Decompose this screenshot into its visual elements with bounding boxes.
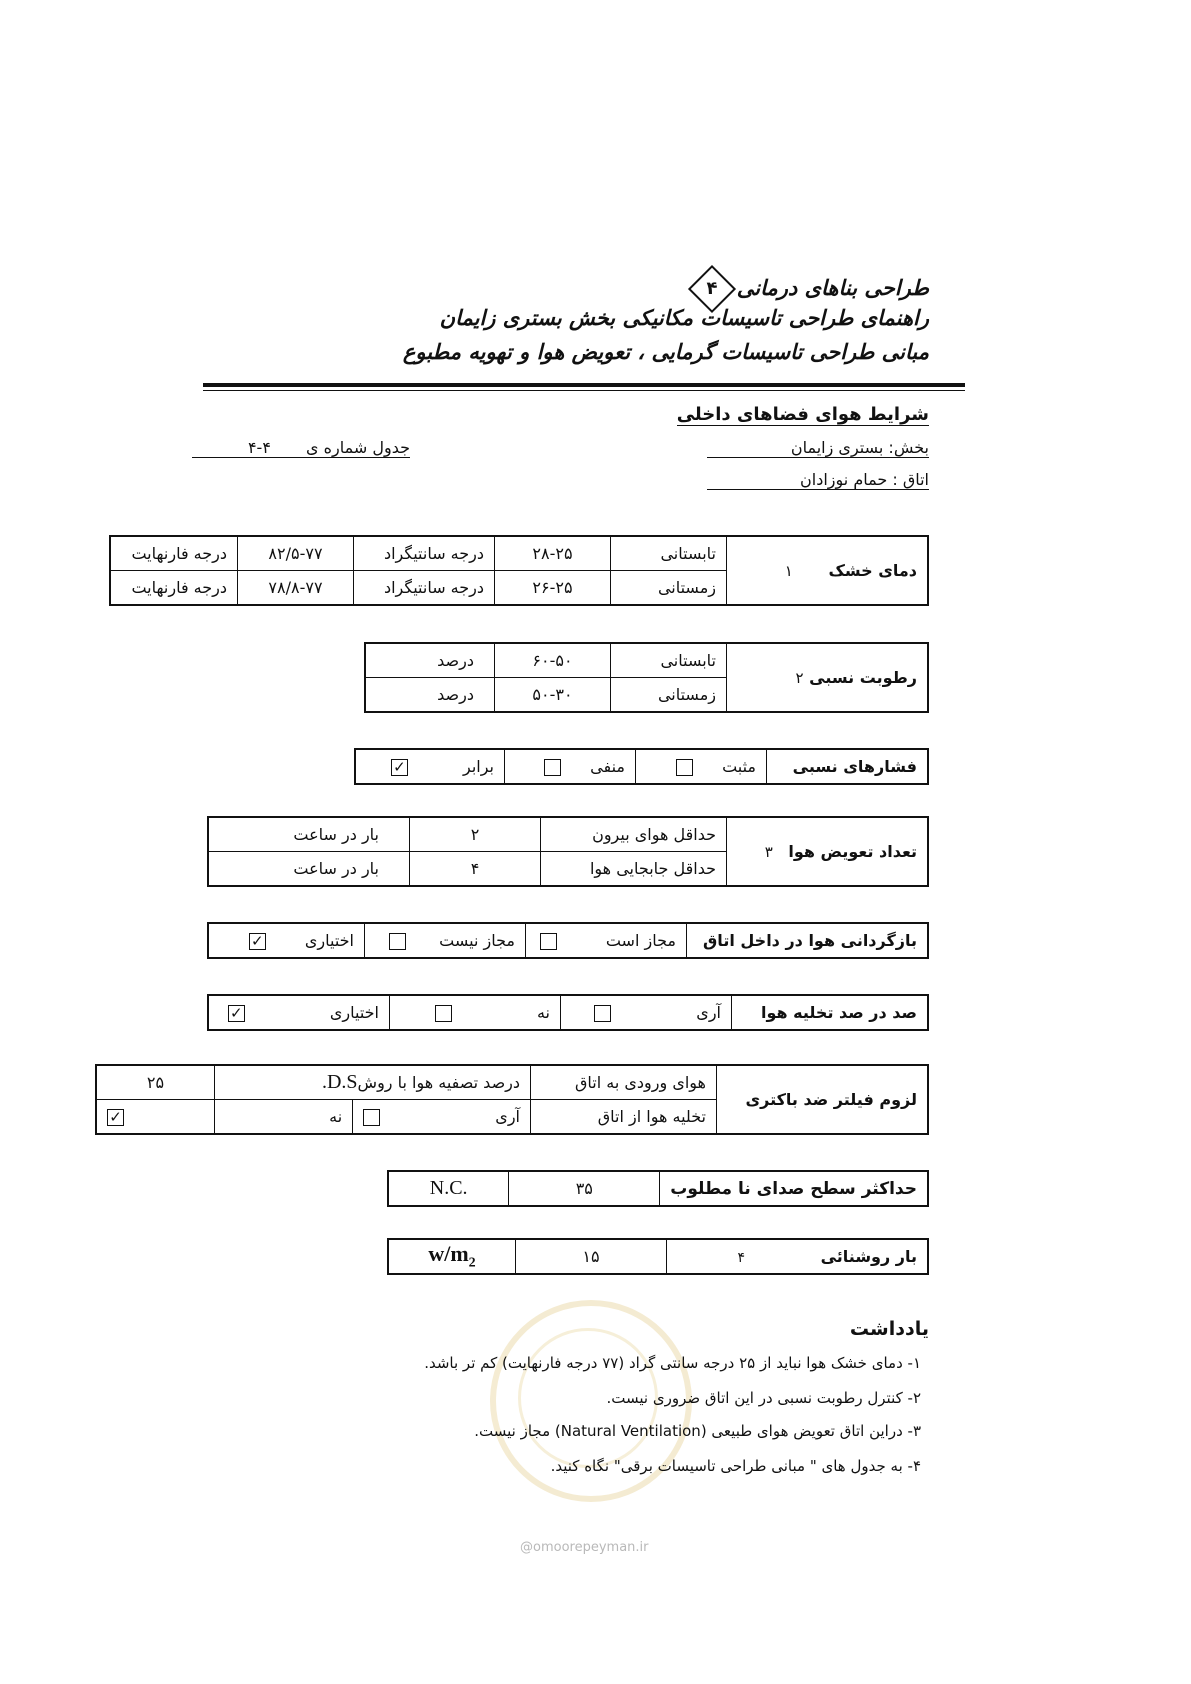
- checkbox-icon[interactable]: [544, 759, 561, 776]
- filter-option-no[interactable]: [215, 1100, 353, 1135]
- filter-method-cell: [215, 1065, 531, 1100]
- note-item: ۱- دمای خشک هوا نباید از ۲۵ درجه سانتی گراد (۷۷ درجه فارنهایت) کم تر باشد.: [424, 1354, 921, 1372]
- recirculation-label: بازگردانی هوا در داخل اتاق: [687, 923, 929, 958]
- exhaust-option-label: اختیاری: [329, 1003, 379, 1022]
- recirculation-option-label: اختیاری: [304, 931, 354, 950]
- pressure-label: فشارهای نسبی: [767, 749, 929, 784]
- recirculation-option-not-allowed[interactable]: [365, 923, 526, 958]
- humidity-unit: درصد: [365, 678, 495, 713]
- lighting-value: ۱۵: [516, 1239, 667, 1274]
- air-changes-header: [727, 817, 929, 886]
- checkbox-icon[interactable]: [540, 933, 557, 950]
- dry-temp-c-value: ۲۶-۲۵: [495, 571, 611, 606]
- filter-option-label: نه: [329, 1107, 343, 1126]
- header-line-1: [687, 272, 929, 306]
- filter-option-no-check[interactable]: [96, 1100, 215, 1135]
- air-changes-value: ۲: [410, 817, 541, 852]
- lighting-table: [387, 1238, 929, 1275]
- lighting-unit: [388, 1239, 516, 1274]
- humidity-note: ۲: [795, 669, 804, 687]
- recirculation-table: [207, 922, 929, 959]
- humidity-header: [727, 643, 929, 712]
- filter-option-yes[interactable]: [353, 1100, 531, 1135]
- checkbox-icon[interactable]: [594, 1005, 611, 1022]
- ward-label: بخش: بستری زایمان: [707, 438, 929, 458]
- humidity-season: زمستانی: [611, 678, 727, 713]
- checkbox-icon[interactable]: [676, 759, 693, 776]
- exhaust-option-optional[interactable]: [208, 995, 390, 1030]
- filter-table: [95, 1064, 929, 1135]
- lighting-unit-sub: 2: [468, 1255, 476, 1271]
- exhaust-option-label: آری: [696, 1003, 721, 1022]
- room-label: اتاق : حمام نوزادان: [707, 470, 929, 490]
- air-changes-name: حداقل هوای بیرون: [541, 817, 727, 852]
- table-number-value: ۴-۴: [247, 438, 271, 457]
- air-changes-name: حداقل جابجایی هوا: [541, 852, 727, 887]
- dry-temp-f-value: ۸۲/۵-۷۷: [238, 536, 354, 571]
- note-item: ۳- دراین اتاق تعویض هوای طبیعی (Natural Ventilation) مجاز نیست.: [474, 1422, 921, 1440]
- exhaust-option-no[interactable]: [390, 995, 561, 1030]
- exhaust-option-label: نه: [536, 1003, 550, 1022]
- pressure-option-negative[interactable]: [505, 749, 636, 784]
- exhaust-table: [207, 994, 929, 1031]
- air-changes-note: ۳: [764, 843, 773, 861]
- dry-temp-c-unit: درجه سانتیگراد: [354, 571, 495, 606]
- note-item: ۴- به جدول های " مبانی طراحی تاسیسات برقی" نگاه کنید.: [550, 1457, 921, 1475]
- dry-temp-label: دمای خشک: [828, 561, 917, 580]
- air-changes-table: [207, 816, 929, 887]
- header-line-2: راهنمای طراحی تاسیسات مکانیکی بخش بستری زایمان: [439, 306, 929, 330]
- pressure-option-positive[interactable]: [636, 749, 767, 784]
- pressure-option-equal[interactable]: [355, 749, 505, 784]
- air-changes-unit: بار در ساعت: [208, 817, 410, 852]
- filter-label: لزوم فیلتر ضد باکتری: [717, 1065, 929, 1134]
- filter-option-label: آری: [495, 1107, 520, 1126]
- air-changes-unit: بار در ساعت: [208, 852, 410, 887]
- header-line-1-text: طراحی بناهای درمانی: [736, 276, 929, 300]
- recirculation-option-allowed[interactable]: [526, 923, 687, 958]
- checkbox-icon[interactable]: [435, 1005, 452, 1022]
- lighting-label: بار روشنائی: [820, 1247, 917, 1266]
- filter-method-code: D.S.: [321, 1071, 358, 1093]
- checked-checkbox-icon[interactable]: ✓: [228, 1005, 245, 1022]
- recirculation-option-label: مجاز نیست: [439, 931, 515, 950]
- header-rule-thin: [203, 390, 965, 391]
- filter-percent: ۲۵: [96, 1065, 215, 1100]
- exhaust-label: صد در صد تخلیه هوا: [732, 995, 929, 1030]
- pressure-option-label: منفی: [590, 757, 625, 776]
- dry-temp-header: [727, 536, 929, 605]
- dry-temp-season: زمستانی: [611, 571, 727, 606]
- lighting-note: ۴: [737, 1250, 745, 1266]
- lighting-unit-base: w/m: [428, 1241, 469, 1267]
- humidity-season: تابستانی: [611, 643, 727, 678]
- filter-exhaust-name: تخلیه هوا از اتاق: [531, 1100, 717, 1135]
- exhaust-option-yes[interactable]: [561, 995, 732, 1030]
- checkbox-icon[interactable]: [389, 933, 406, 950]
- air-changes-value: ۴: [410, 852, 541, 887]
- checked-checkbox-icon[interactable]: ✓: [249, 933, 266, 950]
- humidity-table: [364, 642, 929, 713]
- section-title: شرایط هوای فضاهای داخلی: [676, 404, 929, 425]
- pressure-table: [354, 748, 929, 785]
- noise-unit: N.C.: [388, 1171, 509, 1206]
- lighting-header: [667, 1239, 929, 1274]
- noise-label: حداکثر سطح صدای نا مطلوب: [660, 1171, 928, 1206]
- checked-checkbox-icon[interactable]: ✓: [391, 759, 408, 776]
- humidity-value: ۶۰-۵۰: [495, 643, 611, 678]
- air-changes-label: تعداد تعویض هوا: [788, 842, 917, 861]
- noise-value: ۳۵: [509, 1171, 660, 1206]
- dry-temp-f-unit: درجه فارنهایت: [110, 536, 238, 571]
- notes-title: یادداشت: [849, 1318, 929, 1340]
- dry-temp-table: [109, 535, 929, 606]
- filter-method-desc: درصد تصفیه هوا با روش: [357, 1073, 520, 1092]
- header-rule: [203, 383, 965, 387]
- chapter-number: ۴: [706, 278, 718, 299]
- table-number-label: جدول شماره ی: [306, 438, 410, 457]
- checkbox-icon[interactable]: [363, 1109, 380, 1126]
- table-number: [192, 438, 410, 458]
- dry-temp-c-unit: درجه سانتیگراد: [354, 536, 495, 571]
- pressure-option-label: مثبت: [722, 757, 756, 776]
- dry-temp-f-unit: درجه فارنهایت: [110, 571, 238, 606]
- noise-table: [387, 1170, 929, 1207]
- filter-inlet-name: هوای ورودی به اتاق: [531, 1065, 717, 1100]
- pressure-option-label: برابر: [462, 757, 494, 776]
- humidity-label: رطوبت نسبی: [809, 668, 917, 687]
- dry-temp-c-value: ۲۸-۲۵: [495, 536, 611, 571]
- dry-temp-season: تابستانی: [611, 536, 727, 571]
- site-watermark: @omoorepeyman.ir: [520, 1540, 649, 1555]
- humidity-value: ۵۰-۳۰: [495, 678, 611, 713]
- dry-temp-note: ۱: [784, 562, 793, 580]
- note-item: ۲- کنترل رطوبت نسبی در این اتاق ضروری نیست.: [606, 1389, 921, 1407]
- recirculation-option-label: مجاز است: [605, 931, 676, 950]
- humidity-unit: درصد: [365, 643, 495, 678]
- recirculation-option-optional[interactable]: [208, 923, 365, 958]
- header-line-3: مبانی طراحی تاسیسات گرمایی ، تعویض هوا و تهویه مطبوع: [402, 340, 929, 364]
- dry-temp-f-value: ۷۸/۸-۷۷: [238, 571, 354, 606]
- checked-checkbox-icon[interactable]: ✓: [107, 1109, 124, 1126]
